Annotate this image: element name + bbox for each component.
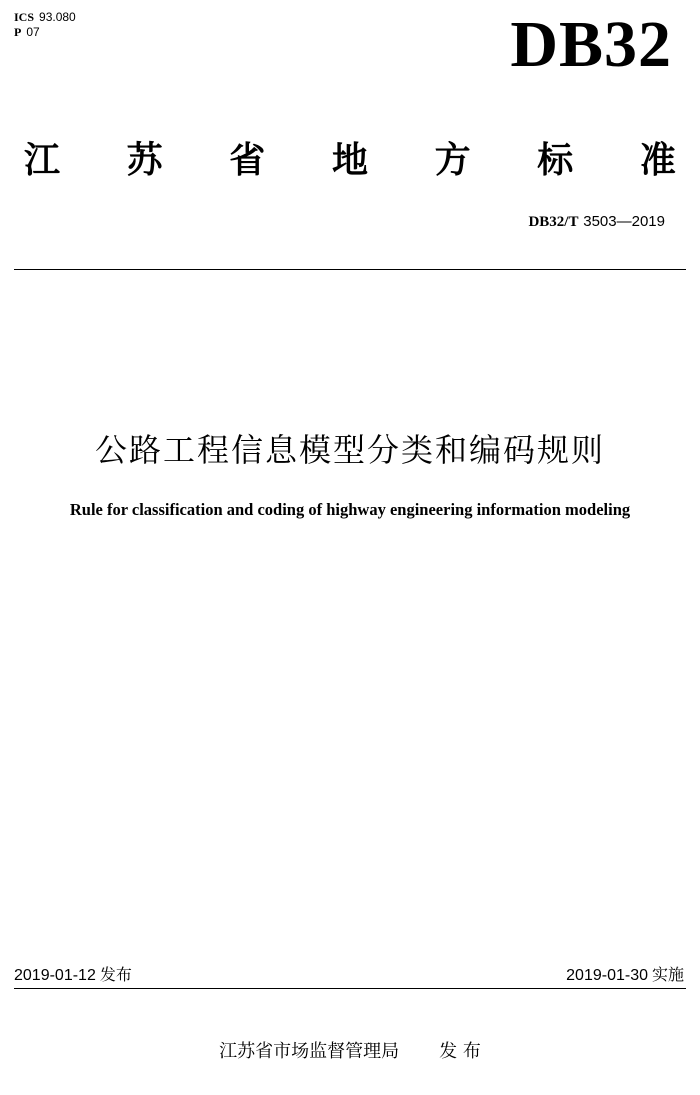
- standard-code: 3503—2019: [583, 213, 665, 230]
- doc-type-char: 省: [229, 139, 266, 181]
- p-code: P 07: [14, 25, 40, 39]
- document-type-title: [20, 133, 680, 181]
- english-title: Rule for classification and coding of highway engineering information modeling: [69, 500, 631, 519]
- doc-type-char: 方: [434, 139, 471, 181]
- issuer: [0, 1037, 700, 1063]
- classification-codes: [14, 10, 76, 40]
- doc-type-char: 准: [639, 139, 676, 181]
- chinese-title: 公路工程信息模型分类和编码规则: [94, 431, 605, 469]
- implementation-date: 2019-01-30 实施: [566, 965, 684, 984]
- doc-type-char: 苏: [126, 139, 163, 181]
- issuer-name: 江苏省市场监督管理局: [219, 1041, 400, 1062]
- issue-date: 2019-01-12 发布: [14, 965, 132, 984]
- header-divider: [14, 269, 686, 270]
- standard-prefix: DB32/T: [528, 214, 579, 230]
- doc-type-char: 地: [331, 139, 368, 181]
- standard-number: [528, 212, 665, 231]
- issuer-action: 发 布: [439, 1041, 481, 1062]
- doc-type-char: 江: [23, 139, 60, 181]
- doc-type-char: 标: [537, 139, 574, 181]
- db32-logo: DB32: [510, 8, 672, 81]
- footer-divider: [14, 988, 686, 989]
- ics-code: ICS 93.080: [14, 10, 76, 24]
